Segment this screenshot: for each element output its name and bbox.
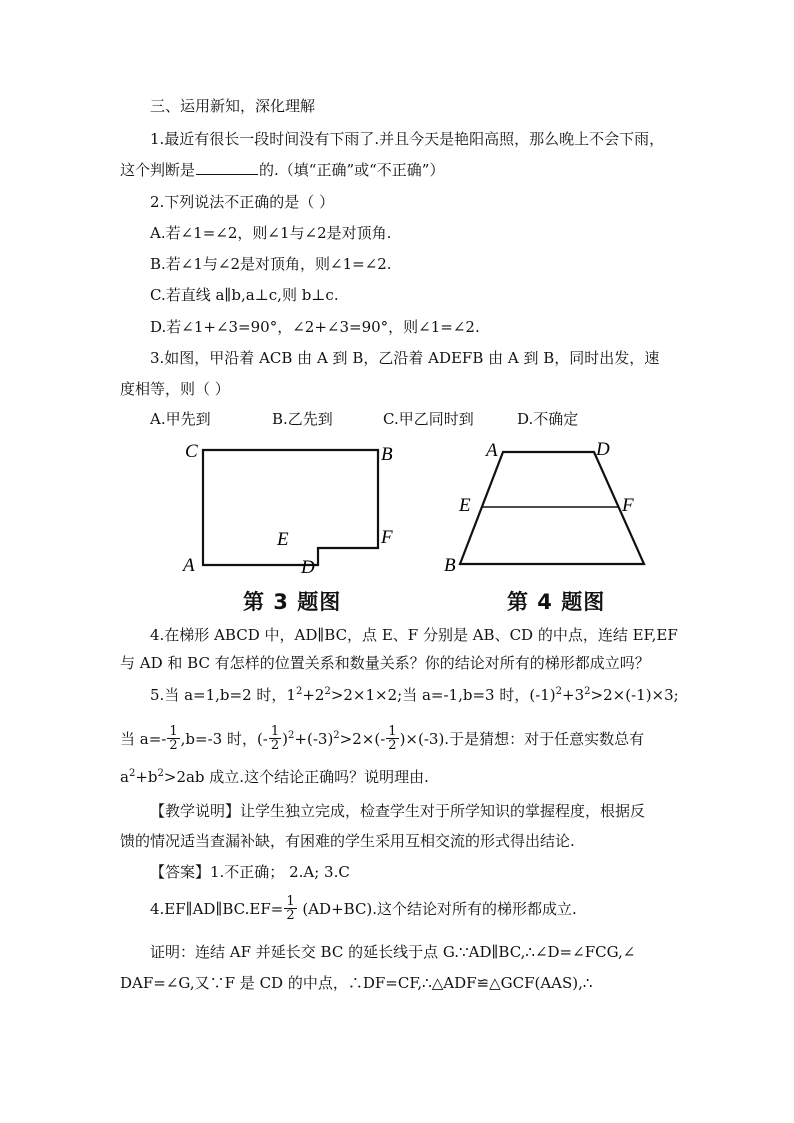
question-1-line-1: 1.最近有很长一段时间没有下雨了.并且今天是艳阳高照，那么晚上不会下雨， [150,130,665,148]
figure-3-diagram [181,441,393,578]
proof-line-1: 证明：连结 AF 并延长交 BC 的延长线于点 G.∵AD∥BC,∴∠D=∠FCG,∠ [150,943,636,961]
figure-4-diagram [444,439,644,576]
fraction-one-half: $\frac{1}{2}$ [388,723,397,753]
answer-4-line: 4.EF∥AD∥BC.EF= $\frac{1}{2}$ (AD+BC).这个结论对所有的梯形都成立. [150,893,577,923]
figure-3-label-f: F [381,527,393,548]
question-3-line-2: 度相等，则（ ） [120,380,230,398]
figure-3-label-a: A [183,555,195,576]
question-2-option-d: D.若∠1+∠3=90°，∠2+∠3=90°，则∠1=∠2. [150,318,480,336]
question-3-option-c: C.甲乙同时到 [383,410,474,428]
question-4-line-2: 与 AD 和 BC 有怎样的位置关系和数量关系？你的结论对所有的梯形都成立吗？ [120,654,650,672]
question-5-line-3: $a^2+b^2>2ab$ 成立.这个结论正确吗？说明理由. [120,768,429,786]
figure-3-label-c: C [185,441,198,462]
figure-3-label-b: B [381,444,393,465]
figure-4-label-d: D [596,439,610,460]
figure-4-label-b: B [444,555,456,576]
question-4-line-1: 4.在梯形 ABCD 中，AD∥BC，点 E、F 分别是 AB、CD 的中点，连结 EF,EF [150,626,678,644]
teaching-note-line-2: 馈的情况适当查漏补缺，有困难的学生采用互相交流的形式得出结论. [120,832,575,850]
question-3-line-1: 3.如图，甲沿着 ACB 由 A 到 B，乙沿着 ADEFB 由 A 到 B，同时出发，速 [150,349,660,367]
question-2-option-b: B.若∠1与∠2是对顶角，则∠1=∠2. [150,255,392,273]
figure-4-label-e: E [459,495,471,516]
figure-3-outline [203,450,378,565]
question-5-line-2: 当 a=- $\frac{1}{2}$ ,b=-3 时，(- $\frac{1}{2}$ )$^2+(-3)^2>2\times(-$ $\frac{1}{2}$ )×(-3).于是猜想：对于任意实数总有 [120,723,645,753]
question-3-option-b: B.乙先到 [272,410,333,428]
teaching-note-line-1: 【教学说明】让学生独立完成，检查学生对于所学知识的掌握程度，根据反 [150,802,646,820]
question-5-line-1: 5.当 a=1,b=2 时，$1^2+2^2>2\times 1\times 2$;当 a=-1,b=3 时，$(-1)^2+3^2>2\times(-1)\times 3$; [150,686,679,704]
figure-3-caption: 第 3 题图 [243,590,342,614]
figure-4-label-f: F [622,495,634,516]
fraction-one-half: $\frac{1}{2}$ [169,723,178,753]
figure-4-trapezoid [460,452,644,564]
question-1-line-2: 这个判断是 的.（填“正确”或“不正确”） [120,161,445,179]
question-3-option-d: D.不确定 [517,410,579,428]
fraction-one-half: $\frac{1}{2}$ [286,893,295,923]
proof-line-2: DAF=∠G,又∵F 是 CD 的中点，∴DF=CF,∴△ADF≌△GCF(AAS),∴ [120,974,593,992]
question-3-option-a: A.甲先到 [150,410,211,428]
figure-4-caption: 第 4 题图 [507,590,606,614]
section-heading: 三、运用新知，深化理解 [150,97,316,115]
figure-3-label-d: D [301,557,315,578]
question-2-stem: 2.下列说法不正确的是（ ） [150,193,335,211]
fraction-one-half: $\frac{1}{2}$ [270,723,280,753]
figure-4-label-a: A [486,440,498,461]
question-2-option-a: A.若∠1=∠2，则∠1与∠2是对顶角. [150,224,392,242]
question-2-option-c: C.若直线 a∥b,a⊥c,则 b⊥c. [150,286,339,304]
figure-3-label-e: E [277,529,289,550]
answer-line: 【答案】1.不正确； 2.A; 3.C [150,863,350,881]
